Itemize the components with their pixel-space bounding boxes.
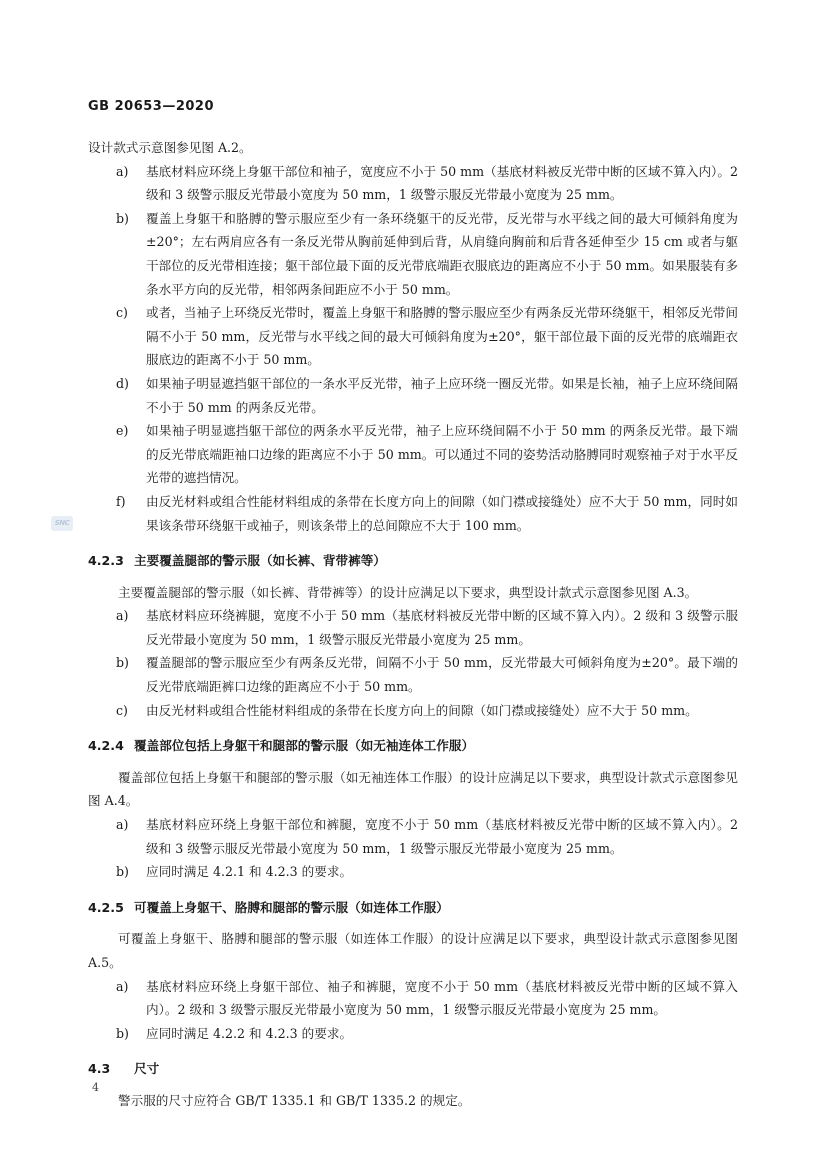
- heading-4-3: 4.3 尺寸: [88, 1061, 160, 1077]
- heading-4-2-4: 4.2.4 覆盖部位包括上身躯干和腿部的警示服（如无袖连体工作服）: [88, 738, 475, 754]
- list-item: a) 基底材料应环绕裤腿，宽度不小于 50 mm（基底材料被反光带中断的区域不算入内）。2 级和 3 级警示服反光带最小宽度为 50 mm，1 级警示服反光带最小宽度为 25 mm。: [116, 608, 738, 647]
- list-item: a) 基底材料应环绕上身躯干部位、袖子和裤腿，宽度不小于 50 mm（基底材料被反光带中断的区域不算入内）。2 级和 3 级警示服反光带最小宽度为 50 mm，1 级警示服反光带最小宽度为 25 mm。: [116, 978, 738, 1018]
- intro-paragraph: 设计款式示意图参见图 A.2。: [88, 140, 252, 155]
- section-4-2-4-intro: 覆盖部位包括上身躯干和腿部的警示服（如无袖连体工作服）的设计应满足以下要求，典型设计款式示意图参见图 A.4。: [88, 769, 738, 809]
- list-item: a) 基底材料应环绕上身躯干部位和裤腿，宽度不小于 50 mm（基底材料被反光带中断的区域不算入内）。2 级和 3 级警示服反光带最小宽度为 50 mm，1 级警示服反光带最小宽度为 25 mm。: [116, 817, 738, 856]
- section-4-2-5-intro: 可覆盖上身躯干、胳膊和腿部的警示服（如连体工作服）的设计应满足以下要求，典型设计款式示意图参见图 A.5。: [88, 931, 738, 970]
- standard-code: GB 20653—2020: [88, 99, 215, 114]
- list-item: b) 覆盖上身躯干和胳膊的警示服应至少有一条环绕躯干的反光带，反光带与水平线之间的最大可倾斜角度为±20°；左右两肩应各有一条反光带从胸前延伸到后背，从肩缝向胸前和后背各延伸至少 15 cm 或者与躯干部位的反光带相连接；躯干部位最下面的反光带底端距衣服底边的距离应不小于 50 mm。如果服装有多条水平方向的反光带，相邻两条间距应不小于 50 mm。: [116, 210, 738, 297]
- list-item: c) 或者，当袖子上环绕反光带时，覆盖上身躯干和胳膊的警示服应至少有两条反光带环绕躯干，相邻反光带间隔不小于 50 mm，反光带与水平线之间的最大可倾斜角度为±20°，躯干部位最下面的反光带的底端距衣服底边的距离不小于 50 mm。: [116, 305, 738, 368]
- list-item: b) 覆盖腿部的警示服应至少有两条反光带，间隔不小于 50 mm，反光带最大可倾斜角度为±20°。最下端的反光带底端距裤口边缘的距离应不小于 50 mm。: [116, 655, 738, 695]
- list-item: c) 由反光材料或组合性能材料组成的条带在长度方向上的间隙（如门襟或接缝处）应不大于 50 mm。: [116, 702, 698, 718]
- section-4-3-text: 警示服的尺寸应符合 GB/T 1335.1 和 GB/T 1335.2 的规定。: [118, 1092, 471, 1108]
- heading-4-2-3: 4.2.3 主要覆盖腿部的警示服（如长裤、背带裤等）: [88, 553, 386, 569]
- watermark-logo: SNC: [51, 516, 73, 531]
- list-item: f) 由反光材料或组合性能材料组成的条带在长度方向上的间隙（如门襟或接缝处）应不大于 50 mm，同时如果该条带环绕躯干或袖子，则该条带上的总间隙应不大于 100 mm。: [116, 493, 738, 533]
- list-4-2-2: [88, 160, 738, 538]
- list-item: b) 应同时满足 4.2.2 和 4.2.3 的要求。: [116, 1025, 353, 1041]
- list-item: e) 如果袖子明显遮挡躯干部位的两条水平反光带，袖子上应环绕间隔不小于 50 mm 的两条反光带。最下端的反光带底端距袖口边缘的距离应不小于 50 mm。可以通过不同的姿势活动胳膊同时观察袖子对于水平反光带的遮挡情况。: [116, 423, 738, 486]
- heading-4-2-5: 4.2.5 可覆盖上身躯干、胳膊和腿部的警示服（如连体工作服）: [88, 899, 449, 915]
- page-number: 4: [92, 1081, 99, 1094]
- list-item: b) 应同时满足 4.2.1 和 4.2.3 的要求。: [116, 864, 353, 880]
- page-content: [88, 136, 738, 1113]
- list-item: a) 基底材料应环绕上身躯干部位和袖子，宽度应不小于 50 mm（基底材料被反光带中断的区域不算入内）。2 级和 3 级警示服反光带最小宽度为 50 mm，1 级警示服反光带最小宽度为 25 mm。: [116, 163, 738, 203]
- list-item: d) 如果袖子明显遮挡躯干部位的一条水平反光带，袖子上应环绕一圈反光带。如果是长袖，袖子上应环绕间隔不小于 50 mm 的两条反光带。: [116, 375, 738, 415]
- section-4-2-3-intro: 主要覆盖腿部的警示服（如长裤、背带裤等）的设计应满足以下要求，典型设计款式示意图参见图 A.3。: [118, 584, 698, 600]
